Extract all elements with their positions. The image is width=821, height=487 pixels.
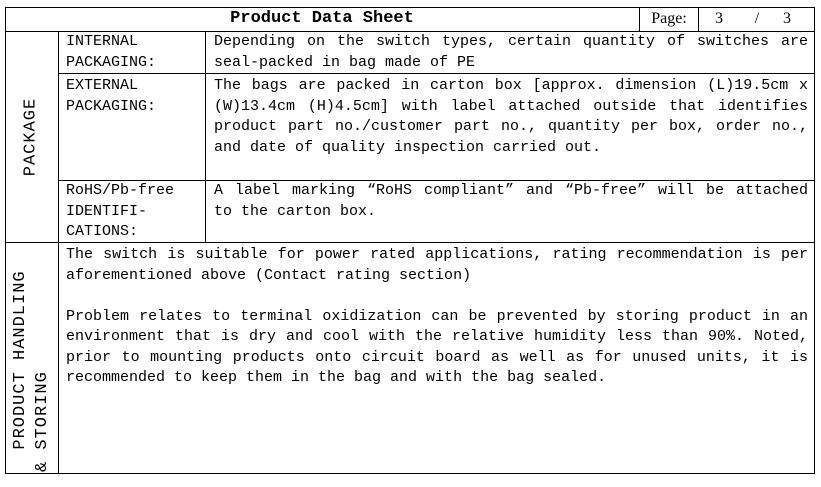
handling-paragraph-2: Problem relates to terminal oxidization can be prevented by storing product in an environment that is dry and cool with the relative humidity less than 90%. Noted, prior to mounting products onto circuit board as well as for unused units, it is recommended to keep them in the bag and with the bag sealed. xyxy=(66,307,808,386)
section-heading-package: PACKAGE xyxy=(21,97,41,177)
section-heading-handling-line1: PRODUCT HANDLING xyxy=(11,270,30,450)
header-divider-1 xyxy=(639,7,640,31)
page-separator: / xyxy=(754,10,760,27)
page-title: Product Data Sheet xyxy=(230,9,414,28)
external-packaging-text: The bags are packed in carton box [approx. dimension (L)19.5cm x (W)13.4cm (H)4.5cm] with label attached outside that identifies product part no./customer part no., quantity per box, order no., and date of quality inspection carried out. xyxy=(214,77,808,156)
internal-packaging-text: Depending on the switch types, certain quantity of switches are seal-packed in bag made of PE xyxy=(214,33,808,71)
rohs-identification-text: A label marking “RoHS compliant” and “Pb-free” will be attached to the carton box. xyxy=(214,182,808,220)
section-heading-handling-line2: & STORING xyxy=(33,371,52,472)
section-heading-divider xyxy=(58,31,59,474)
product-data-sheet xyxy=(5,7,815,474)
handling-paragraph-1: The switch is suitable for power rated applications, rating recommendation is per aforementioned above (Contact rating section) xyxy=(66,246,808,284)
internal-packaging-label: INTERNAL PACKAGING: xyxy=(66,33,157,71)
rohs-identification-label: RoHS/Pb-free IDENTIFI- CATIONS: xyxy=(66,182,175,240)
section-heading-handling xyxy=(10,246,54,474)
page-label: Page: xyxy=(651,10,687,27)
header-divider-2 xyxy=(698,7,699,31)
paragraph-gap xyxy=(66,286,808,307)
handling-text xyxy=(66,245,808,389)
label-column-divider xyxy=(205,31,206,242)
page-current: 3 xyxy=(715,10,723,27)
page-total: 3 xyxy=(783,10,791,27)
external-packaging-label: EXTERNAL PACKAGING: xyxy=(66,77,157,115)
row-divider-1 xyxy=(58,73,815,74)
